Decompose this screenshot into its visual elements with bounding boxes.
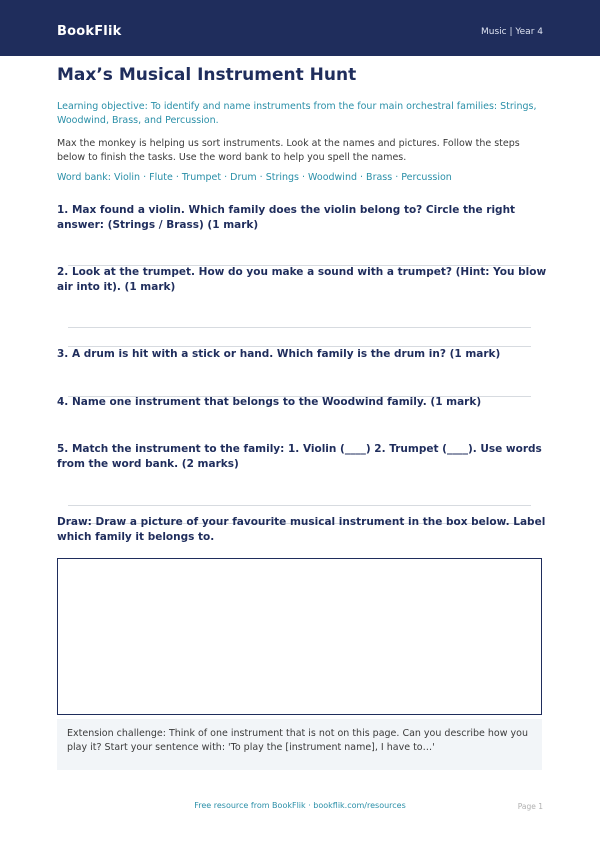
draw-instruction: Draw: Draw a picture of your favourite musical instrument in the box below. Label which family it belongs to.	[57, 516, 546, 543]
page-number: Page 1	[517, 802, 543, 811]
drawing-box[interactable]	[57, 558, 542, 715]
header-bar	[0, 0, 600, 56]
question-2: 2. Look at the trumpet. How do you make a sound with a trumpet? (Hint: You blow air into it). (1 mark)	[57, 266, 547, 293]
subject-year-label: Music | Year 4	[480, 27, 543, 37]
footer-text: Free resource from BookFlik · bookflik.com/resources	[194, 801, 406, 810]
intro-text: Max the monkey is helping us sort instruments. Look at the names and pictures. Follow the steps below to finish the tasks. Use the word bank to help you spell the names.	[57, 138, 520, 163]
question-5: 5. Match the instrument to the family: 1. Violin (____) 2. Trumpet (____). Use words from the word bank. (2 marks)	[57, 443, 542, 470]
page-title: Max’s Musical Instrument Hunt	[57, 65, 357, 85]
learning-objective: Learning objective: To identify and name instruments from the four main orchestral families: Strings, Woodwind, Brass, and Percussion.	[57, 101, 537, 126]
answer-line	[68, 505, 531, 506]
word-bank: Word bank: Violin · Flute · Trumpet · Drum · Strings · Woodwind · Brass · Percussion	[57, 172, 452, 183]
question-3: 3. A drum is hit with a stick or hand. Which family is the drum in? (1 mark)	[57, 348, 501, 360]
question-1: 1. Max found a violin. Which family does the violin belong to? Circle the right answer: (Strings / Brass) (1 mark)	[57, 204, 516, 231]
brand-logo: BookFlik	[57, 24, 122, 39]
answer-line	[68, 327, 531, 328]
extension-challenge: Extension challenge: Think of one instrument that is not on this page. Can you describe how you play it? Start your sentence with: 'To play the [instrument name], I have to…'	[57, 719, 542, 770]
question-4: 4. Name one instrument that belongs to the Woodwind family. (1 mark)	[57, 396, 482, 408]
